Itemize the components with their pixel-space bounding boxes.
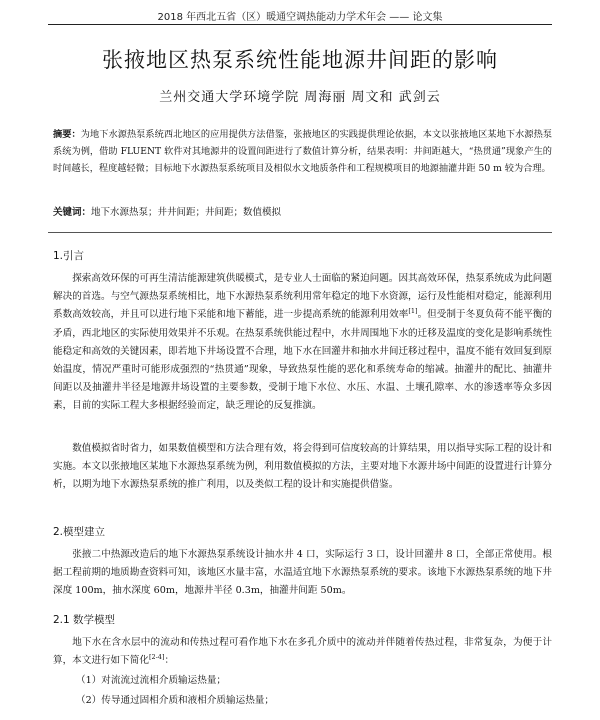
section-2-1-heading: 2.1 数学模型 — [53, 614, 116, 626]
paper-title: 张掖地区热泵系统性能地源井间距的影响 — [102, 48, 498, 72]
assumption-item-1: （1）对流流过流相介质输运热量； — [76, 675, 227, 686]
abstract-text: 为地下水源热泵系统西北地区的应用提供方法借鉴，张掖地区的实践提供理论依据，本文以张掖地区某地下水源热泵系统为例，借助 FLUENT 软件对其地源井的设置间距进行了数值计算分析，结果表明：井间距越大，“热贯通”现象产生的时间越长，程度越轻微；目标地下水源热泵系统项目及相似水文地质条件和工程规模项目的地源抽灌井距 50 m 较为合理。 — [53, 129, 553, 174]
section-divider — [48, 232, 552, 233]
keywords-label: 关键词： — [53, 207, 92, 218]
section-2-1-p1-text: 地下水在含水层中的流动和传热过程可看作地下水在多孔介质中的流动并伴随着传热过程，非常复杂，为便于计算，本文进行如下简化 — [53, 637, 552, 667]
paper-authors: 兰州交通大学环境学院 周海丽 周文和 武剑云 — [159, 90, 441, 105]
section-1-paragraph-1 — [53, 270, 552, 416]
abstract-label: 摘要： — [53, 129, 81, 140]
section-2-paragraph-1: 张掖二中热源改造后的地下水源热泵系统设计抽水井 4 口，实际运行 3 口，设计回灌井 8 口，全部正常使用。根据工程前期的地质勘查资料可知，该地区水量丰富，水温适宜地下水源热泵系统的要求。该地下水源热泵系统的地下井深度 100m，抽水深度 60m，地源井半径 0.3m，抽灌井间距 50m。 — [53, 549, 552, 597]
section-2-heading: 2.模型建立 — [53, 526, 106, 538]
section-1-p1-rest: 。但受制于冬夏负荷不能平衡的矛盾，西北地区的实际使用效果并不乐观。在热泵系统供能过程中，水井周围地下水的迁移及温度的变化是影响系统性能稳定和高效的关键因素，即若地下井场设置不合理，地下水在回灌井和抽水井间迁移过程中，温度不能有效回复到原始温度，情况严重时可能形成强烈的“热贯通”现象，导致热泵性能的恶化和系统寿命的缩减。抽灌井的配比、抽灌井间距以及抽灌井半径是地源井场设置的主要参数，受制于地下水位、水压、水温、土壤孔隙率、水的渗透率等众多因素，目前的实际工程大多根据经验而定，缺乏理论的反复推演。 — [53, 309, 553, 412]
citation-2: [2-4] — [148, 653, 165, 662]
keywords — [53, 204, 552, 221]
running-header-text: 2018 年西北五省（区）暖通空调热能动力学术年会 —— 论文集 — [157, 12, 443, 23]
section-1-heading: 1.引言 — [53, 250, 85, 262]
section-2-1-paragraph-1 — [53, 634, 552, 670]
section-1-paragraph-2: 数值模拟省时省力，如果数值模型和方法合理有效，将会得到可信度较高的计算结果，用以指导实际工程的设计和实施。本文以张掖地区某地下水源热泵系统为例，利用数值模拟的方法，主要对地下水源井场中间距的设置进行计算分析，以期为地下水源热泵系统的推广利用，以及类似工程的设计和实施提供借鉴。 — [53, 443, 552, 491]
running-header — [0, 0, 600, 30]
header-rule — [48, 24, 552, 25]
section-1-p1-text: 探索高效环保的可再生清洁能源建筑供暖模式，是专业人士面临的紧迫问题。因其高效环保，热泵系统成为此问题解决的首选。与空气源热泵系统相比，地下水源热泵系统利用常年稳定的地下水资源，运行及性能相对稳定，能源利用系数高效较高，并且可以进行地下采能和地下蓄能，进一步提高系统的能源利用效率 — [53, 273, 552, 321]
citation-1: [1] — [408, 307, 418, 316]
keywords-text: 地下水源热泵；井井间距；井间距；数值模拟 — [91, 207, 282, 218]
abstract — [53, 126, 552, 177]
assumption-item-2: （2）传导通过固相介质和液相介质输运热量； — [76, 695, 274, 706]
section-2-1-p1-end: ： — [164, 655, 175, 667]
